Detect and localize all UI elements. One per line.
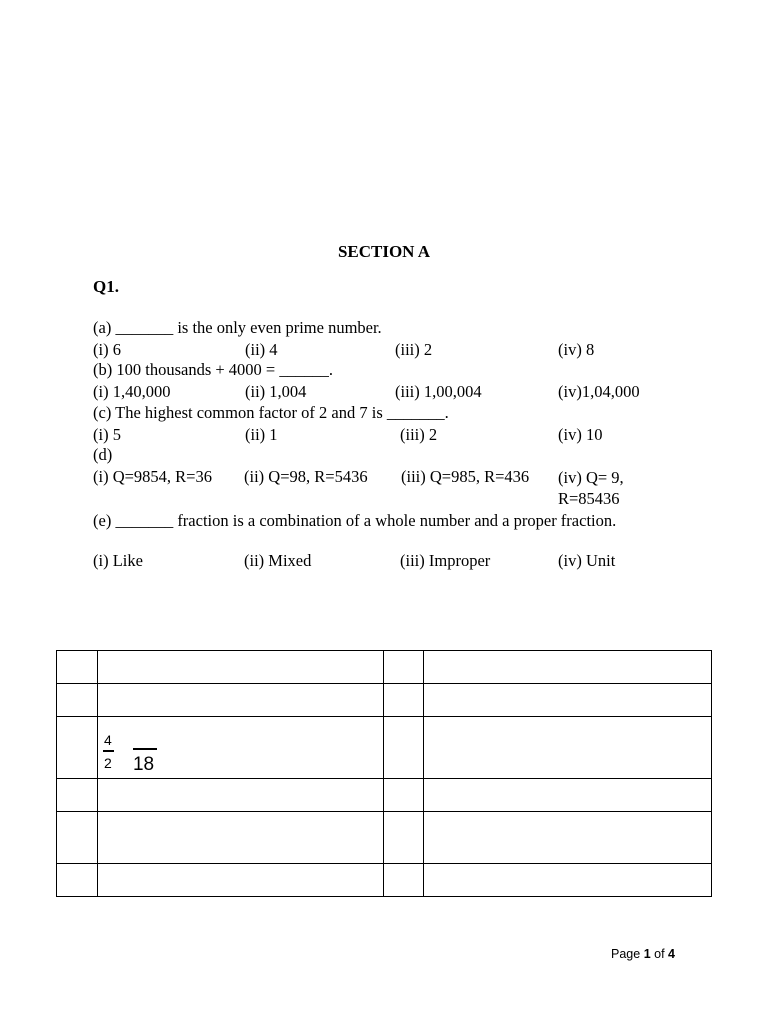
table-row bbox=[57, 684, 712, 717]
question-b-option-iv: (iv)1,04,000 bbox=[558, 382, 640, 401]
question-c-option-iv: (iv) 10 bbox=[558, 425, 603, 444]
table-row bbox=[57, 651, 712, 684]
question-a-option-iv: (iv) 8 bbox=[558, 340, 595, 359]
question-e-option-iii: (iii) Improper bbox=[400, 551, 491, 570]
table-cell bbox=[424, 812, 712, 864]
page-number bbox=[611, 947, 675, 961]
section-title: SECTION A bbox=[337, 242, 431, 261]
overlined-number: 18 bbox=[132, 754, 155, 775]
table-cell bbox=[424, 864, 712, 897]
table-row bbox=[57, 864, 712, 897]
table-cell bbox=[97, 684, 384, 717]
question-a-option-ii: (ii) 4 bbox=[245, 340, 278, 359]
question-c-option-iii: (iii) 2 bbox=[400, 425, 438, 444]
question-a-option-iii: (iii) 2 bbox=[395, 340, 433, 359]
table-row bbox=[57, 812, 712, 864]
question-d-option-i: (i) Q=9854, R=36 bbox=[93, 467, 212, 486]
question-e-option-i: (i) Like bbox=[93, 551, 143, 570]
table-cell bbox=[384, 812, 424, 864]
table-cell bbox=[384, 651, 424, 684]
table-row bbox=[57, 717, 712, 779]
question-c-option-i: (i) 5 bbox=[93, 425, 121, 444]
question-d-option-ii: (ii) Q=98, R=5436 bbox=[244, 467, 368, 486]
question-b-option-iii: (iii) 1,00,004 bbox=[395, 382, 482, 401]
question-b-option-ii: (ii) 1,004 bbox=[245, 382, 307, 401]
table-cell bbox=[57, 864, 98, 897]
table-cell bbox=[57, 651, 98, 684]
table-cell bbox=[424, 651, 712, 684]
table-cell bbox=[97, 779, 384, 812]
page-total: 4 bbox=[668, 947, 675, 961]
table-cell bbox=[57, 779, 98, 812]
table-cell bbox=[424, 717, 712, 779]
question-b-option-i: (i) 1,40,000 bbox=[93, 382, 171, 401]
table-cell bbox=[57, 717, 98, 779]
fraction-numerator: 4 bbox=[103, 732, 112, 748]
question-e-option-ii: (ii) Mixed bbox=[244, 551, 312, 570]
question-b-stem: (b) 100 thousands + 4000 = ______. bbox=[93, 360, 333, 379]
table-cell bbox=[97, 651, 384, 684]
page-word: Page bbox=[611, 947, 641, 961]
table-cell-fraction bbox=[97, 717, 384, 779]
table-cell bbox=[424, 684, 712, 717]
question-c-stem: (c) The highest common factor of 2 and 7 is _______. bbox=[93, 403, 449, 422]
question-d-option-iii: (iii) Q=985, R=436 bbox=[401, 467, 530, 486]
question-label: Q1. bbox=[93, 277, 119, 296]
table-cell bbox=[384, 684, 424, 717]
table-cell bbox=[424, 779, 712, 812]
page-of: of bbox=[654, 947, 665, 961]
table-cell bbox=[384, 864, 424, 897]
question-d-stem: (d) bbox=[93, 445, 113, 464]
question-a-option-i: (i) 6 bbox=[93, 340, 121, 359]
table-cell bbox=[97, 812, 384, 864]
question-a-stem: (a) _______ is the only even prime number. bbox=[93, 318, 382, 337]
fraction-bar bbox=[103, 750, 114, 752]
question-e-option-iv: (iv) Unit bbox=[558, 551, 616, 570]
table-cell bbox=[57, 684, 98, 717]
division-overline bbox=[133, 748, 157, 750]
question-c-option-ii: (ii) 1 bbox=[245, 425, 278, 444]
table-cell bbox=[384, 779, 424, 812]
answer-table bbox=[56, 650, 712, 897]
table-cell bbox=[57, 812, 98, 864]
table-cell bbox=[384, 717, 424, 779]
table-cell bbox=[97, 864, 384, 897]
question-d-option-iv: (iv) Q= 9, R=85436 bbox=[558, 468, 624, 508]
page-current: 1 bbox=[643, 947, 651, 961]
fraction-denominator: 2 bbox=[103, 755, 112, 771]
table-row bbox=[57, 779, 712, 812]
question-e-stem: (e) _______ fraction is a combination of a whole number and a proper fraction. bbox=[93, 511, 617, 530]
